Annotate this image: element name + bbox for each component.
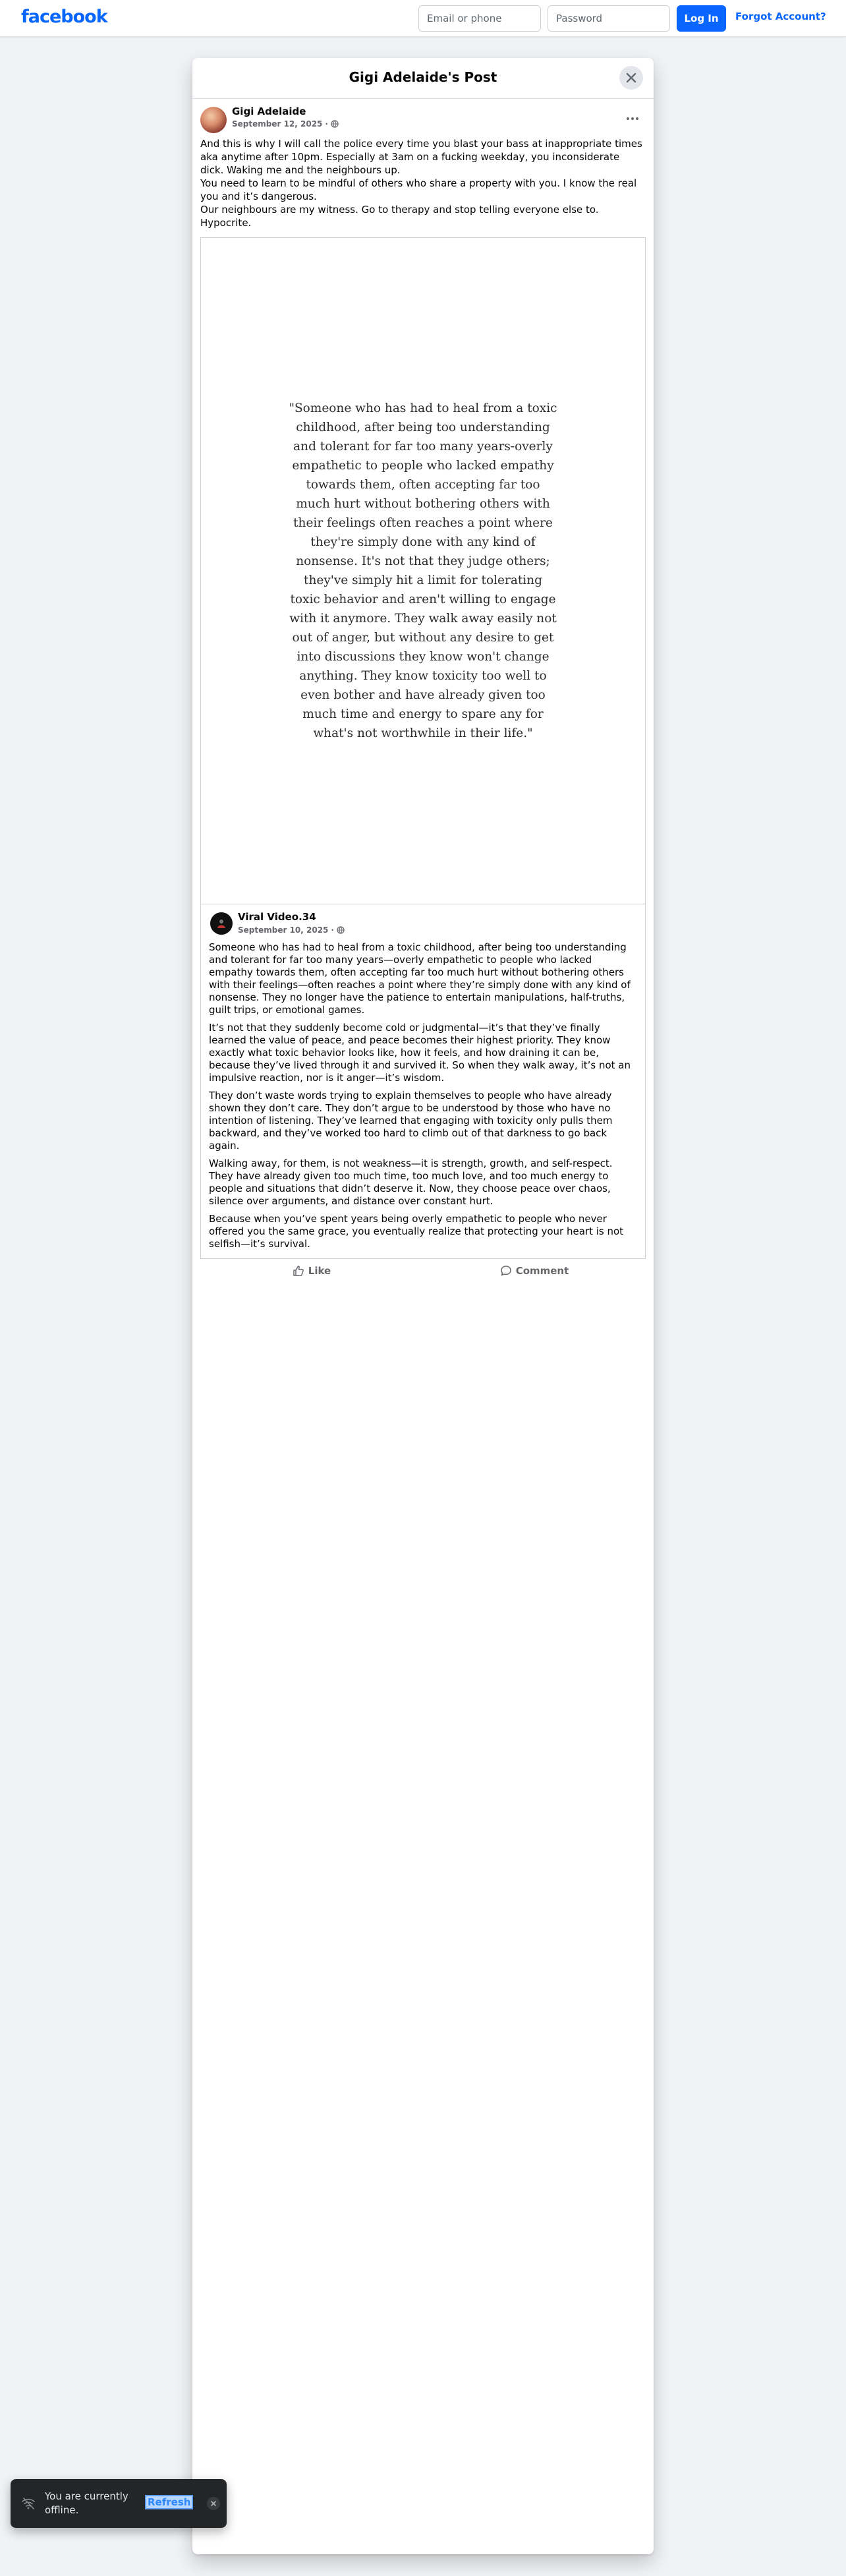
like-icon [293, 1265, 304, 1277]
more-options-button[interactable] [621, 107, 644, 131]
avatar[interactable] [200, 107, 227, 133]
offline-message: You are currently offline. [45, 2490, 128, 2516]
post-meta [232, 119, 339, 129]
shared-paragraph: Someone who has had to heal from a toxic childhood, after being too understanding and tolerant for far too many years—overly empathetic to people who lacked empathy towards them, often accepting far too much hurt without bothering others with their feelings—often reaches a point where they’re simply done with any kind of nonsense. They no longer have the patience to entertain manipulations, half-truths, guilt trips, or emotional games. [209, 941, 631, 1016]
shared-paragraph: It’s not that they suddenly become cold or judgmental—it’s that they’ve finally learned the value of peace, and peace becomes their highest priority. They know exactly what toxic behavior looks like, how it feels, and how draining it can be, because they’ve lived through it and survived it. So when they walk away, it’s not an impulsive reaction, nor is it anger—it’s wisdom. [209, 1022, 631, 1084]
dialog-header [192, 58, 654, 99]
close-button[interactable] [619, 66, 643, 90]
post-author-name[interactable]: Gigi Adelaide [232, 105, 306, 117]
shared-post-header [201, 904, 645, 941]
offline-toast [11, 2479, 227, 2528]
comment-button[interactable] [423, 1259, 646, 1283]
globe-icon [331, 120, 339, 128]
shared-post-date[interactable]: September 10, 2025 [238, 925, 329, 935]
dialog-title: Gigi Adelaide's Post [349, 69, 497, 85]
close-icon [210, 2500, 217, 2507]
shared-paragraph: Walking away, for them, is not weakness—it is strength, growth, and self-respect. They have already given too much time, too much love, and too much energy to people and situations that didn’t deserve it. Now, they choose peace over chaos, silence over arguments, and distance over constant hurt. [209, 1157, 613, 1207]
comment-icon [500, 1265, 512, 1277]
like-label: Like [308, 1265, 331, 1277]
refresh-button[interactable]: Refresh [148, 2496, 191, 2508]
post-header [192, 99, 654, 134]
forgot-account-link[interactable]: Forgot Account? [735, 11, 826, 22]
shared-post [200, 237, 646, 1259]
meta-separator: · [325, 119, 328, 129]
post-date[interactable]: September 12, 2025 [232, 119, 323, 129]
avatar-figure-icon [216, 918, 227, 929]
post-body [192, 134, 654, 229]
post-dialog [192, 58, 654, 2554]
login-button[interactable]: Log In [677, 5, 726, 32]
quote-image[interactable] [201, 238, 645, 904]
like-button[interactable] [200, 1259, 423, 1283]
post-paragraph: And this is why I will call the police every time you blast your bass at inappropriate times aka anytime after 10pm. Especially at 3am on a fucking weekday, you inconsiderate dick. Waking me and the neighbours up. [200, 138, 642, 176]
more-icon [626, 117, 639, 121]
avatar[interactable] [210, 912, 233, 935]
shared-post-body [201, 941, 645, 1258]
shared-post-meta [238, 925, 345, 935]
globe-icon [337, 926, 345, 934]
comment-label: Comment [515, 1265, 569, 1277]
shared-paragraph: Because when you’ve spent years being overly empathetic to people who never offered you the same grace, you eventually realize that protecting your heart is not selfish—it’s survival. [209, 1213, 624, 1250]
facebook-logo[interactable]: facebook [21, 7, 107, 27]
close-icon [625, 71, 638, 84]
toast-close-button[interactable] [207, 2497, 220, 2510]
meta-separator: · [331, 925, 334, 935]
wifi-off-icon [21, 2498, 36, 2509]
post-actions [200, 1259, 646, 1283]
post-paragraph: You need to learn to be mindful of others who share a property with you. I know the real you and it’s dangerous. [200, 177, 637, 202]
shared-author-name[interactable]: Viral Video.34 [238, 911, 316, 923]
quote-text: "Someone who has had to heal from a toxic childhood, after being too understanding and tolerant for far too many years-overly empathetic to people who lacked empathy towards them, often accepting far too much hurt without bothering others with their feelings often reaches a point where they're simply done with any kind of nonsense. It's not that they judge others; they've simply hit a limit for tolerating toxic behavior and aren't willing to engage with it anymore. They walk away easily not out of anger, but without any desire to get into discussions they know won't change anything. They know toxicity too well to even bother and have already given too much time and energy to spare any for what's not worthwhile in their life." [289, 401, 557, 740]
shared-paragraph: They don’t waste words trying to explain themselves to people who have already shown they don’t care. They don’t argue to be understood by those who have no intention of listening. They’ve learned that engaging with toxicity only pulls them backward, and they’ve worked too hard to climb out of that darkness to go back again. [209, 1090, 613, 1152]
post-paragraph: Our neighbours are my witness. Go to therapy and stop telling everyone else to. Hypocrite. [200, 204, 599, 229]
top-navigation-bar [0, 0, 846, 37]
password-field[interactable] [548, 5, 670, 32]
email-field[interactable] [418, 5, 541, 32]
